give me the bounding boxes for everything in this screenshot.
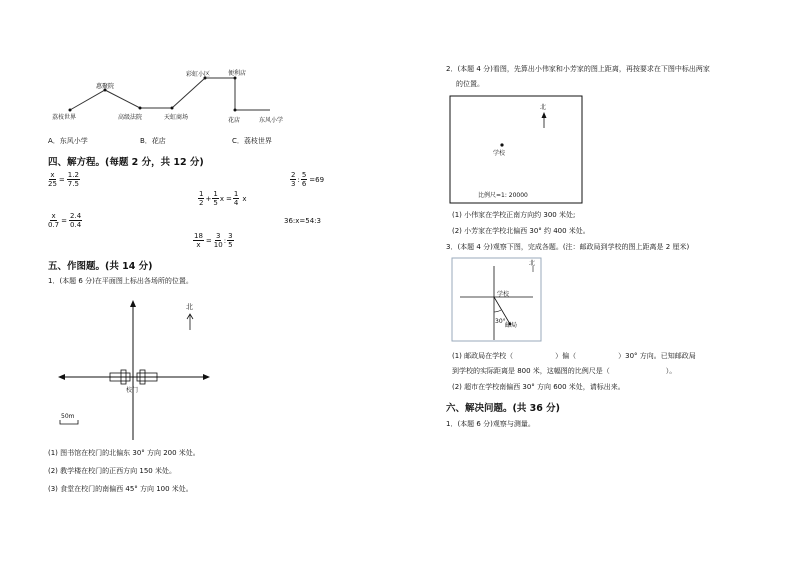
equation-1: $\frac{x}{25}$ = $\frac{1.2}{7.5}$ bbox=[48, 171, 79, 188]
map-scale-label: 比例尺=1: 20000 bbox=[478, 192, 528, 199]
q3-item-1b: 到学校的实际距离是 800 米，这幅图的比例尺是（ ）。 bbox=[452, 367, 677, 375]
item-1: (1) 图书馆在校门的北偏东 30° 方向 200 米处。 bbox=[48, 449, 200, 457]
choice-c[interactable]: C．荔枝世界 bbox=[232, 137, 272, 145]
label-dongfeng: 东风小学 bbox=[259, 117, 284, 124]
equation-4: $\frac{x}{0.7}$ = $\frac{2.4}{0.4}$ bbox=[48, 212, 82, 229]
label-huadian: 花店 bbox=[228, 117, 241, 124]
equation-3: 1 2 + $\frac{1}{5}$ x = $\frac{1}{4}$ x bbox=[199, 190, 247, 207]
question-3: 3．(本题 4 分)观察下图，完成各题。(注：邮政局到学校的图上距离是 2 厘米) bbox=[446, 243, 690, 251]
fig3-school: 学校 bbox=[497, 291, 510, 298]
label-caihong: 彩虹小区 bbox=[186, 71, 211, 78]
section4-title: 四、解方程。(每题 2 分，共 12 分) bbox=[48, 157, 204, 168]
gate-label: 校门 bbox=[126, 387, 139, 394]
fig3-angle: 30° bbox=[495, 318, 506, 325]
item-3: (3) 食堂在校门的南偏西 45° 方向 100 米处。 bbox=[48, 485, 193, 493]
q2-item-1: (1) 小伟家在学校正南方向约 300 米处; bbox=[452, 211, 576, 219]
equation-6: $\frac{18}{x}$ = $\frac{3}{10}$ : 3 5 bbox=[194, 232, 233, 249]
map-school-label: 学校 bbox=[493, 150, 506, 157]
map-north-label: 北 bbox=[540, 104, 547, 111]
section5-title: 五、作图题。(共 14 分) bbox=[48, 261, 153, 272]
equation-5: 36:x=54:3 bbox=[284, 217, 321, 225]
fig3-post: 邮局 bbox=[505, 322, 518, 329]
item-2: (2) 教学楼在校门的正西方向 150 米处。 bbox=[48, 467, 176, 475]
section6-title: 六、解决问题。(共 36 分) bbox=[446, 403, 561, 414]
scale-bar bbox=[60, 420, 78, 424]
equation-2: 2 3 : $\frac{5}{6}$ =69 bbox=[291, 171, 325, 188]
label-bianli: 便利店 bbox=[228, 70, 247, 77]
q3-item-1a: (1) 邮政局在学校（ ）偏（ ）30° 方向。已知邮政局 bbox=[452, 352, 696, 360]
question-6-1: 1．(本题 6 分)观察与测量。 bbox=[446, 420, 535, 428]
fig3-north: 北 bbox=[529, 260, 536, 267]
question-5-1: 1．(本题 6 分)在平面图上标出各场所的位置。 bbox=[48, 277, 193, 285]
question-2-line1: 2．(本题 4 分)看图，先算出小伟家和小芳家的图上距离，再按要求在下图中标出两家 bbox=[446, 65, 710, 73]
north-label: 北 bbox=[186, 303, 193, 311]
q3-item-2: (2) 超市在学校南偏西 30° 方向 600 米处，请标出来。 bbox=[452, 383, 625, 391]
label-tianhong: 天虹商场 bbox=[164, 114, 189, 121]
question-2-line2: 的位置。 bbox=[456, 80, 484, 88]
label-lizhi: 荔枝世界 bbox=[52, 114, 77, 121]
q2-item-2: (2) 小芳家在学校北偏西 30° 约 400 米处。 bbox=[452, 227, 590, 235]
post-office-figure bbox=[0, 0, 600, 350]
label-gaoji: 高级法院 bbox=[118, 114, 143, 121]
choice-b[interactable]: B．花店 bbox=[140, 137, 166, 145]
label-huijuyuan: 惠聚院 bbox=[96, 83, 115, 90]
scale-label: 50m bbox=[61, 413, 75, 420]
choice-a[interactable]: A．东风小学 bbox=[48, 137, 88, 145]
